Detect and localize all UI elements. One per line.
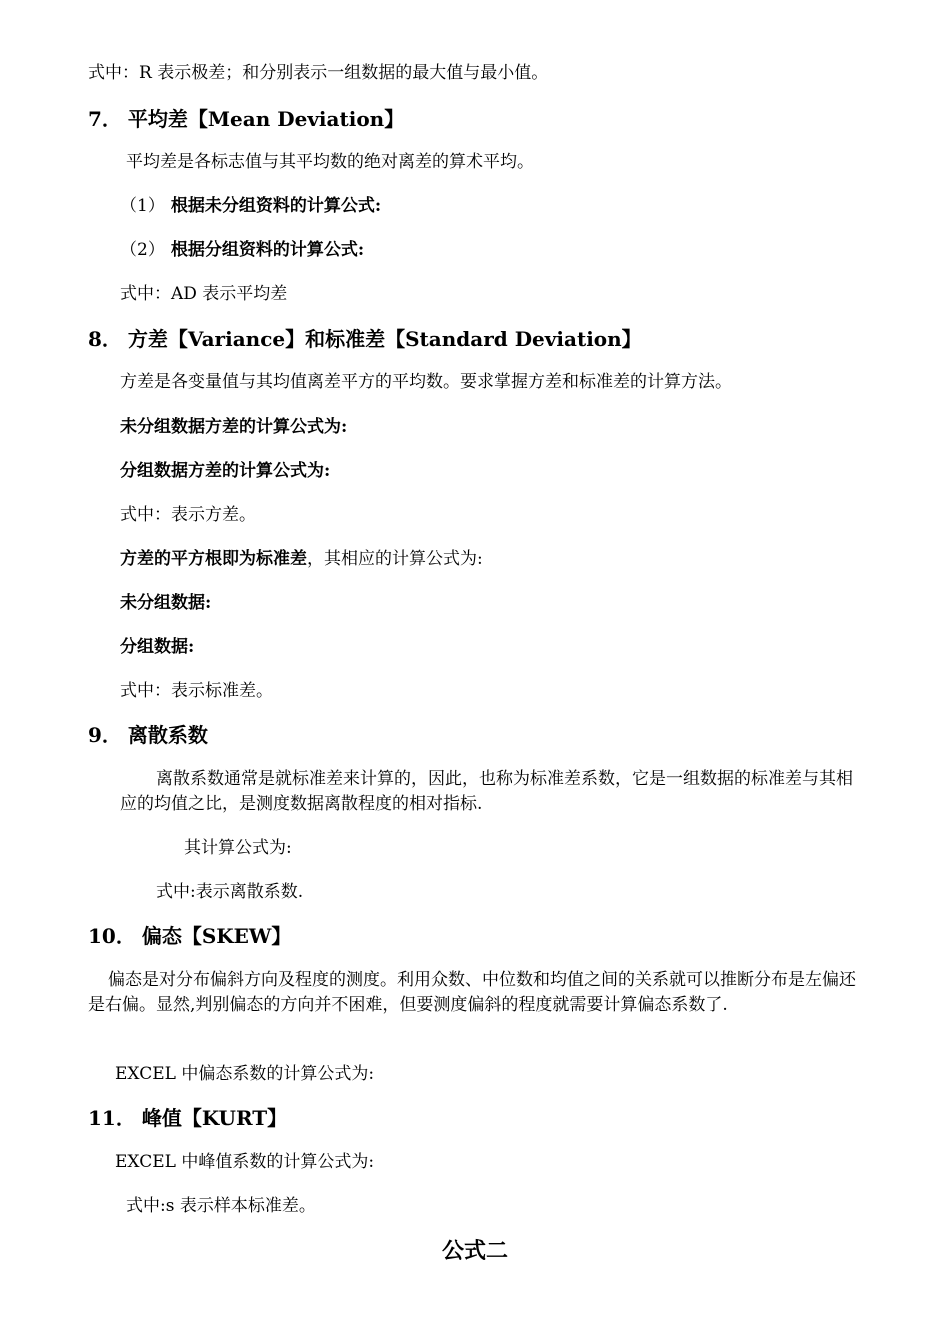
text-grouped-variance-label: 分组数据方差的计算公式为: xyxy=(120,461,331,481)
text-ungrouped-std-label: 未分组数据: xyxy=(120,593,212,613)
text-ad-note: 式中：AD 表示平均差 xyxy=(120,284,288,304)
text-dispersion-note: 式中:表示离散系数. xyxy=(156,882,304,902)
heading-text: 离散系数 xyxy=(127,723,208,747)
heading-number: 11． xyxy=(88,1106,136,1130)
list-marker: （1） xyxy=(120,196,165,216)
heading-variance xyxy=(88,326,642,352)
heading-text: 偏态【SKEW】 xyxy=(141,924,292,948)
heading-number: 8． xyxy=(88,327,122,351)
heading-text: 方差【Variance】和标准差【Standard Deviation】 xyxy=(127,327,642,351)
text-grouped-std-label: 分组数据: xyxy=(120,637,195,657)
section-title-formula-two: 公式二 xyxy=(441,1238,508,1264)
text-ungrouped-variance-label: 未分组数据方差的计算公式为: xyxy=(120,417,348,437)
heading-number: 9． xyxy=(88,723,122,747)
text-ungrouped-formula-label xyxy=(120,195,381,217)
text-std-intro-bold: 方差的平方根即为标准差 xyxy=(120,549,307,569)
text-grouped-formula-label xyxy=(120,239,364,261)
list-marker: （2） xyxy=(120,240,165,260)
text-std-intro-rest: ，其相应的计算公式为: xyxy=(307,549,483,569)
text-variance-definition: 方差是各变量值与其均值离差平方的平均数。要求掌握方差和标准差的计算方法。 xyxy=(120,372,732,392)
heading-kurt xyxy=(88,1105,287,1131)
text-dispersion-formula-label: 其计算公式为: xyxy=(184,838,292,858)
text-std-intro xyxy=(120,548,483,570)
text-excel-skew-formula: EXCEL 中偏态系数的计算公式为: xyxy=(115,1064,375,1084)
heading-mean-deviation xyxy=(88,106,404,132)
list-text: 根据分组资料的计算公式: xyxy=(170,240,365,260)
text-mean-deviation-definition: 平均差是各标志值与其平均数的绝对离差的算术平均。 xyxy=(126,152,534,172)
text-sample-std-note: 式中:s 表示样本标准差。 xyxy=(126,1196,316,1216)
heading-text: 峰值【KURT】 xyxy=(141,1106,288,1130)
text-excel-kurt-formula: EXCEL 中峰值系数的计算公式为: xyxy=(115,1152,375,1172)
text-range-note: 式中：R 表示极差；和分别表示一组数据的最大值与最小值。 xyxy=(88,63,549,83)
text-std-note: 式中：表示标准差。 xyxy=(120,681,273,701)
paragraph-dispersion-coefficient: 离散系数通常是就标准差来计算的，因此，也称为标准差系数，它是一组数据的标准差与其相应的均值之比，是测度数据离散程度的相对指标. xyxy=(120,769,853,814)
heading-dispersion-coefficient xyxy=(88,722,208,748)
list-text: 根据未分组资料的计算公式: xyxy=(170,196,382,216)
text-variance-note: 式中：表示方差。 xyxy=(120,505,256,525)
paragraph-skew: 偏态是对分布偏斜方向及程度的测度。利用众数、中位数和均值之间的关系就可以推断分布是左偏还是右偏。显然,判别偏态的方向并不困难，但要测度偏斜的程度就需要计算偏态系数了. xyxy=(88,970,856,1015)
heading-number: 10． xyxy=(88,924,136,948)
heading-text: 平均差【Mean Deviation】 xyxy=(127,107,405,131)
heading-number: 7． xyxy=(88,107,122,131)
heading-skew xyxy=(88,923,291,949)
